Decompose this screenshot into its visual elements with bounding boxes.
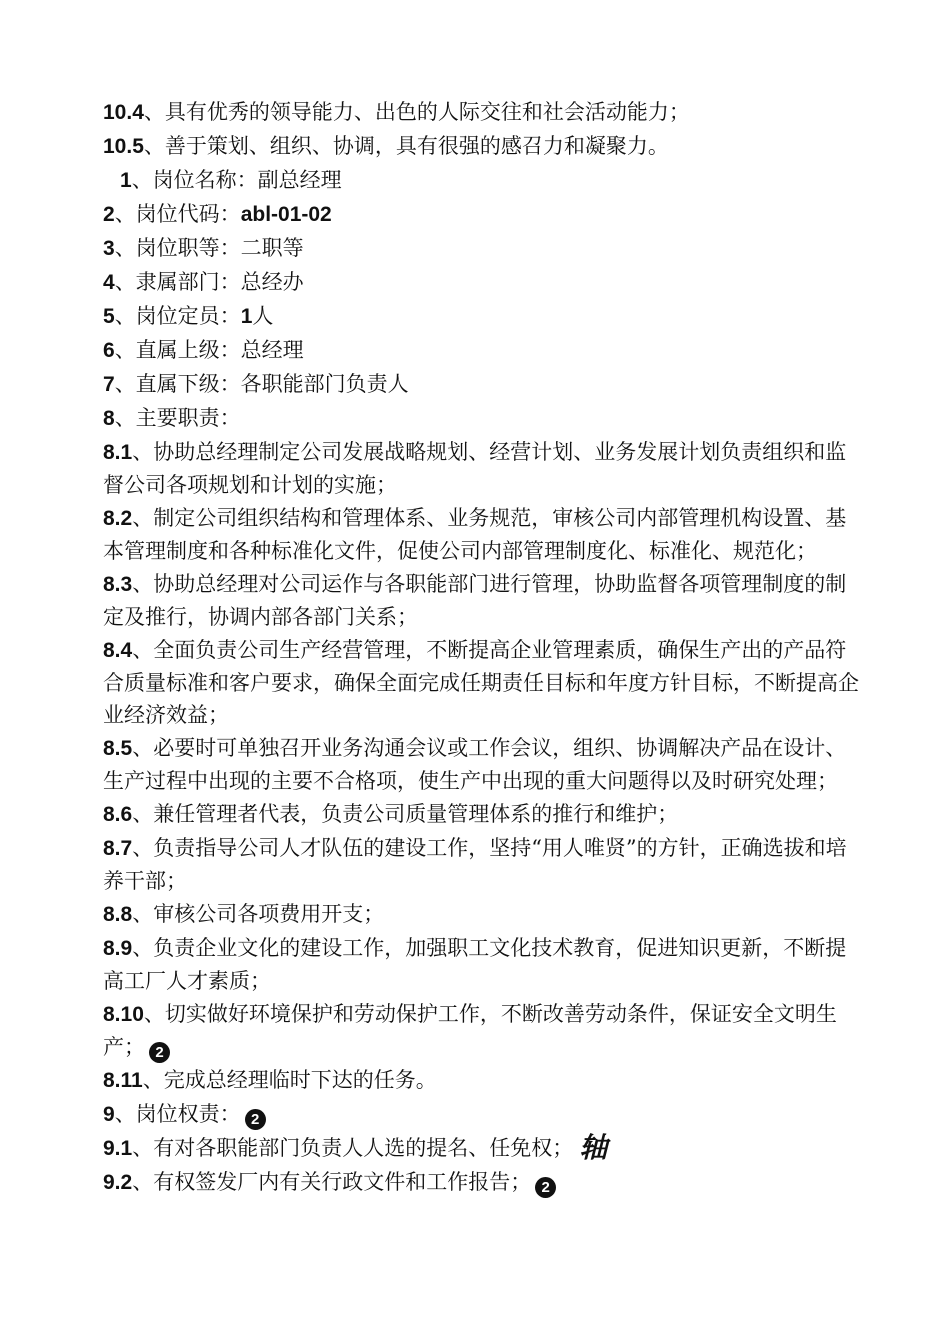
- item-number: 4: [103, 271, 115, 294]
- item-text: 、岗位代码：: [114, 202, 241, 226]
- paragraph-9-2: [103, 1166, 863, 1199]
- paragraph-8-11: [103, 1064, 863, 1097]
- headcount-unit: 人: [252, 304, 274, 328]
- item-number: 8: [103, 407, 115, 430]
- paragraph-5: [103, 300, 863, 333]
- item-number: 8.8: [103, 903, 133, 926]
- item-number: 10.4: [103, 101, 144, 124]
- paragraph-8-4: [103, 634, 863, 731]
- item-number: 8.6: [103, 803, 133, 826]
- item-number: 1: [120, 169, 132, 192]
- item-text: 、协助总经理对公司运作与各职能部门进行管理，协助监督各项管理制度的制定及推行，协调内部各部门关系；: [103, 572, 847, 629]
- paragraph-3: [103, 232, 863, 265]
- item-text: 、全面负责公司生产经营管理，不断提高企业管理素质，确保生产出的产品符合质量标准和客户要求，确保全面完成任期责任目标和年度方针目标，不断提高企业经济效益；: [103, 638, 859, 727]
- item-number: 5: [103, 305, 115, 328]
- paragraph-10-5: [103, 130, 863, 163]
- paragraph-8-2: [103, 502, 863, 567]
- item-text: 、协助总经理制定公司发展战略规划、经营计划、业务发展计划负责组织和监督公司各项规划和计划的实施；: [103, 440, 847, 497]
- paragraph-8-8: [103, 898, 863, 931]
- item-number: 7: [103, 373, 115, 396]
- circled-number-marker: 2: [245, 1109, 266, 1130]
- circled-number-marker: 2: [149, 1042, 170, 1063]
- item-number: 8.5: [103, 737, 133, 760]
- paragraph-8-7: [103, 832, 863, 897]
- item-text: 、切实做好环境保护和劳动保护工作，不断改善劳动条件，保证安全文明生产；: [103, 1002, 837, 1059]
- item-text: 、必要时可单独召开业务沟通会议或工作会议，组织、协调解决产品在设计、生产过程中出现的主要不合格项，使生产中出现的重大问题得以及时研究处理；: [103, 736, 847, 793]
- paragraph-8-10: [103, 998, 863, 1063]
- paragraph-6: [103, 334, 863, 367]
- circled-number-marker: 2: [535, 1177, 556, 1198]
- item-number: 8.3: [103, 573, 133, 596]
- item-text: 、直属上级：总经理: [114, 338, 304, 362]
- item-text: 、具有优秀的领导能力、出色的人际交往和社会活动能力；: [143, 100, 690, 124]
- item-number: 8.2: [103, 507, 133, 530]
- paragraph-1: [103, 164, 863, 197]
- item-text: 、岗位权责：: [114, 1102, 241, 1126]
- paragraph-8: [103, 402, 863, 435]
- item-text: 、主要职责：: [114, 406, 241, 430]
- item-number: 6: [103, 339, 115, 362]
- item-text: 、隶属部门：总经办: [114, 270, 304, 294]
- paragraph-4: [103, 266, 863, 299]
- item-number: 8.7: [103, 837, 133, 860]
- item-text: 、审核公司各项费用开支；: [132, 902, 385, 926]
- item-number: 8.4: [103, 639, 133, 662]
- item-number: 8.10: [103, 1003, 144, 1026]
- paragraph-9-1: [103, 1132, 863, 1165]
- item-number: 8.11: [103, 1069, 143, 1092]
- item-text: 、岗位职等：二职等: [114, 236, 304, 260]
- item-number: 8.9: [103, 937, 133, 960]
- item-text: 、有对各职能部门负责人人选的提名、任免权；: [132, 1136, 574, 1160]
- paragraph-7: [103, 368, 863, 401]
- paragraph-2: [103, 198, 863, 231]
- item-text: 、兼任管理者代表，负责公司质量管理体系的推行和维护；: [132, 802, 679, 826]
- item-text: 、岗位名称：副总经理: [131, 168, 342, 192]
- paragraph-9: [103, 1098, 863, 1131]
- item-text: 、负责企业文化的建设工作，加强职工文化技术教育，促进知识更新，不断提高工厂人才素质；: [103, 936, 847, 993]
- item-text: 、岗位定员：: [114, 304, 241, 328]
- paragraph-8-1: [103, 436, 863, 501]
- stamp-glyph: 轴: [579, 1131, 608, 1164]
- item-text: 、完成总经理临时下达的任务。: [142, 1068, 437, 1092]
- paragraph-8-6: [103, 798, 863, 831]
- item-number: 10.5: [103, 135, 144, 158]
- item-text: 、负责指导公司人才队伍的建设工作，坚持“用人唯贤”的方针，正确选拔和培养干部；: [103, 836, 847, 893]
- item-text: 、制定公司组织结构和管理体系、业务规范，审核公司内部管理机构设置、基本管理制度和各种标准化文件，促使公司内部管理制度化、标准化、规范化；: [103, 506, 847, 563]
- paragraph-10-4: [103, 96, 863, 129]
- item-number: 9: [103, 1103, 115, 1126]
- headcount: 1: [240, 305, 253, 328]
- paragraph-8-5: [103, 732, 863, 797]
- item-number: 9.2: [103, 1171, 133, 1194]
- item-text: 、善于策划、组织、协调，具有很强的感召力和凝聚力。: [143, 134, 669, 158]
- item-number: 8.1: [103, 441, 133, 464]
- document-page: [103, 96, 863, 1200]
- item-number: 3: [103, 237, 115, 260]
- paragraph-8-3: [103, 568, 863, 633]
- item-number: 9.1: [103, 1137, 133, 1160]
- position-code: abl-01-02: [240, 203, 332, 226]
- item-text: 、直属下级：各职能部门负责人: [114, 372, 409, 396]
- item-number: 2: [103, 203, 115, 226]
- item-text: 、有权签发厂内有关行政文件和工作报告；: [132, 1170, 532, 1194]
- paragraph-8-9: [103, 932, 863, 997]
